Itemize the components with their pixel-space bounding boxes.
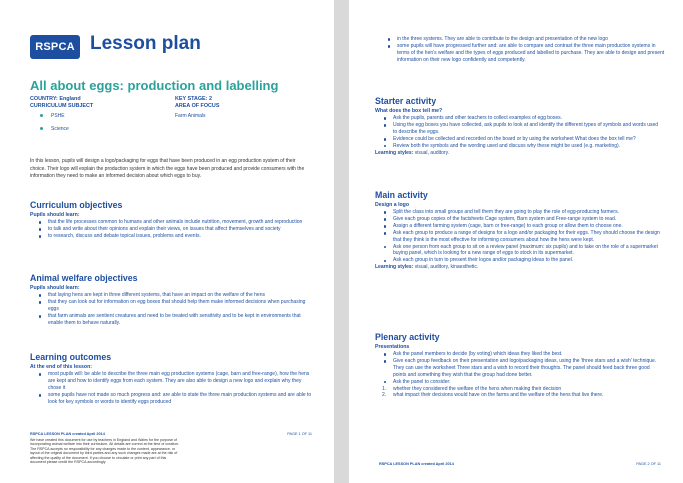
list-item: Split the class into small groups and tell them they are going to play the role of egg-producing farmers. [393, 209, 661, 216]
list-item: that farm animals are sentient creatures and need to be treated with sensitivity and to be kept in environments that enable them to behave naturally. [48, 313, 316, 327]
page-number: PAGE 2 OF 11 [636, 462, 661, 466]
learning-styles: Learning styles: visual, auditory, kinaesthetic. [375, 264, 479, 271]
list-item: Ask the panel to consider: [393, 379, 661, 386]
learning-outcomes-section [30, 352, 316, 406]
section-heading: Main activity [375, 190, 428, 200]
list-item: Give each group copies of the factsheets Cage system, Barn system and Free-range system to read. [393, 216, 661, 223]
list-item: some pupils have not made so much progress and: are able to state the three main production systems and are able to look for key symbols or words to identify eggs produced [48, 392, 316, 406]
list-item: Review both the symbols and the wording used and discuss why these might be used (e.g. marketing). [393, 143, 661, 150]
list-item: most pupils will: be able to describe the three main egg production systems (cage, barn and free-range), how the hens are kept and how to identify eggs from each system. They are also able to design a new logo and explain why they chose it [48, 371, 316, 392]
list-item: Assign a different farming system (cage, barn or free-range) to each group or allow them to choose one. [393, 223, 661, 230]
list-item: Give each group feedback on their presentation and logo/packaging ideas, using the 'three stars and a wish' technique. They can use the worksheet Three stars and a wish to record their thoughts. The panel should feed back three good points and something they wish that the group had done better. [393, 358, 661, 379]
list-item: to research, discuss and debate topical issues, problems and events. [48, 233, 316, 240]
main-activity-section [375, 190, 661, 271]
list-item: Ask the pupils, parents and other teachers to collect examples of egg boxes. [393, 115, 661, 122]
list-item: some pupils will have progressed further and: are able to compare and contrast the three main production systems in terms of the hen's welfare and the types of eggs produced and labelled to purchase. They are able to design and present information on their new logo confidently and competently. [397, 42, 665, 63]
header-title: Lesson plan [90, 33, 201, 54]
document-page-2 [349, 0, 683, 483]
list-item: that the life processes common to humans and other animals include nutrition, movement, growth and reproduction [48, 219, 316, 226]
footer-label: RSPCA LESSON PLAN created April 2014 [379, 462, 454, 466]
document-page-1 [0, 0, 334, 483]
country-label: COUNTRY: England [30, 96, 81, 102]
plenary-activity-section [375, 332, 661, 399]
list-item: to talk and write about their opinions and explain their views, on issues that affect themselves and society [48, 226, 316, 233]
bullet-icon [40, 127, 43, 130]
section-subheading: Presentations [375, 344, 410, 350]
section-subheading: Pupils should learn: [30, 285, 80, 291]
list-item: Ask each group to produce a range of designs for a logo and/or packaging for their eggs. They should choose the design that they think is the most effective for informing consumers about how the hens were kept. [393, 229, 660, 243]
lesson-title: All about eggs: production and labelling [30, 78, 279, 93]
list-item: that they can look out for information on egg boxes that should help them make informed decisions when purchasing eggs [48, 299, 316, 313]
section-subheading: At the end of this lesson: [30, 364, 92, 370]
list-item: that laying hens are kept in three different systems, that have an impact on the welfare of the hens [48, 292, 316, 299]
area-of-focus-label: AREA OF FOCUS [175, 103, 220, 109]
area-of-focus-value: Farm Animals [175, 113, 206, 119]
section-subheading: Design a logo [375, 202, 410, 208]
section-heading: Starter activity [375, 96, 437, 106]
curriculum-objectives-section [30, 200, 316, 240]
disclaimer-text: We have created this document for use by teachers in England and Wales for the purpose of incorporating animal welfare into their curriculum. All details are correct at the time of creation. The RSPCA accepts no responsibility for any changes made to the content, appearance, or layout of the original document by third parties and any such changes made are at the risk of affecting the quality of the document. If you choose to circulate or print any part of this document please credit the RSPCA accordingly [30, 438, 180, 465]
learning-styles: Learning styles: visual, auditory. [375, 149, 450, 156]
section-subheading: Pupils should learn: [30, 212, 80, 218]
page-number: PAGE 1 OF 11 [287, 432, 312, 436]
rspca-logo [30, 35, 80, 59]
animal-welfare-section [30, 273, 316, 327]
section-heading: Learning outcomes [30, 352, 112, 362]
list-item: Ask the panel members to decide (by voting) which ideas they liked the best. [393, 351, 661, 358]
logo-text: RSPCA [35, 41, 75, 53]
key-stage-label: KEY STAGE: 2 [175, 96, 212, 102]
list-item: in the three systems. They are able to contribute to the design and presentation of the new logo [397, 36, 665, 43]
learning-outcomes-continued [379, 35, 665, 64]
bullet-icon [40, 114, 43, 117]
intro-paragraph: In this lesson, pupils will design a logo/packaging for eggs that have been produced in an egg production system of their choice. Their logo will explain the production system in which the eggs have been produced and provide consumers with the information they need to make an informed decision about which eggs to buy. [30, 158, 305, 180]
numbered-item: 1. whether they considered the welfare of the hens when making their decision [382, 385, 562, 392]
numbered-item: 2. what impact their decisions would have on the farms and the welfare of the hens that live there. [382, 392, 604, 399]
curriculum-subject-label: CURRICULUM SUBJECT [30, 103, 94, 109]
starter-activity-section [375, 96, 661, 157]
list-item: Using the egg boxes you have collected, ask pupils to look at and identify the different types of symbols and words used to describe the eggs. [393, 122, 661, 136]
list-item: Evidence could be collected and recorded on the board or by using the worksheet What does the box tell me? [393, 136, 661, 143]
section-heading: Plenary activity [375, 332, 440, 342]
section-subheading: What does the box tell me? [375, 108, 443, 114]
subject-item: Science [40, 126, 69, 132]
section-heading: Animal welfare objectives [30, 273, 138, 283]
subject-item: PSHE [40, 113, 65, 119]
footer-label: RSPCA LESSON PLAN created April 2014 [30, 432, 105, 436]
list-item: Ask one person from each group to sit on a review panel (maximum: six pupils) and to take on the role of a supermarket buying panel, which is looking for a new range of eggs to stock in its supermarket. [393, 244, 661, 258]
list-item: Ask each group in turn to present their logos and/or packaging ideas to the panel. [393, 257, 661, 264]
section-heading: Curriculum objectives [30, 200, 123, 210]
